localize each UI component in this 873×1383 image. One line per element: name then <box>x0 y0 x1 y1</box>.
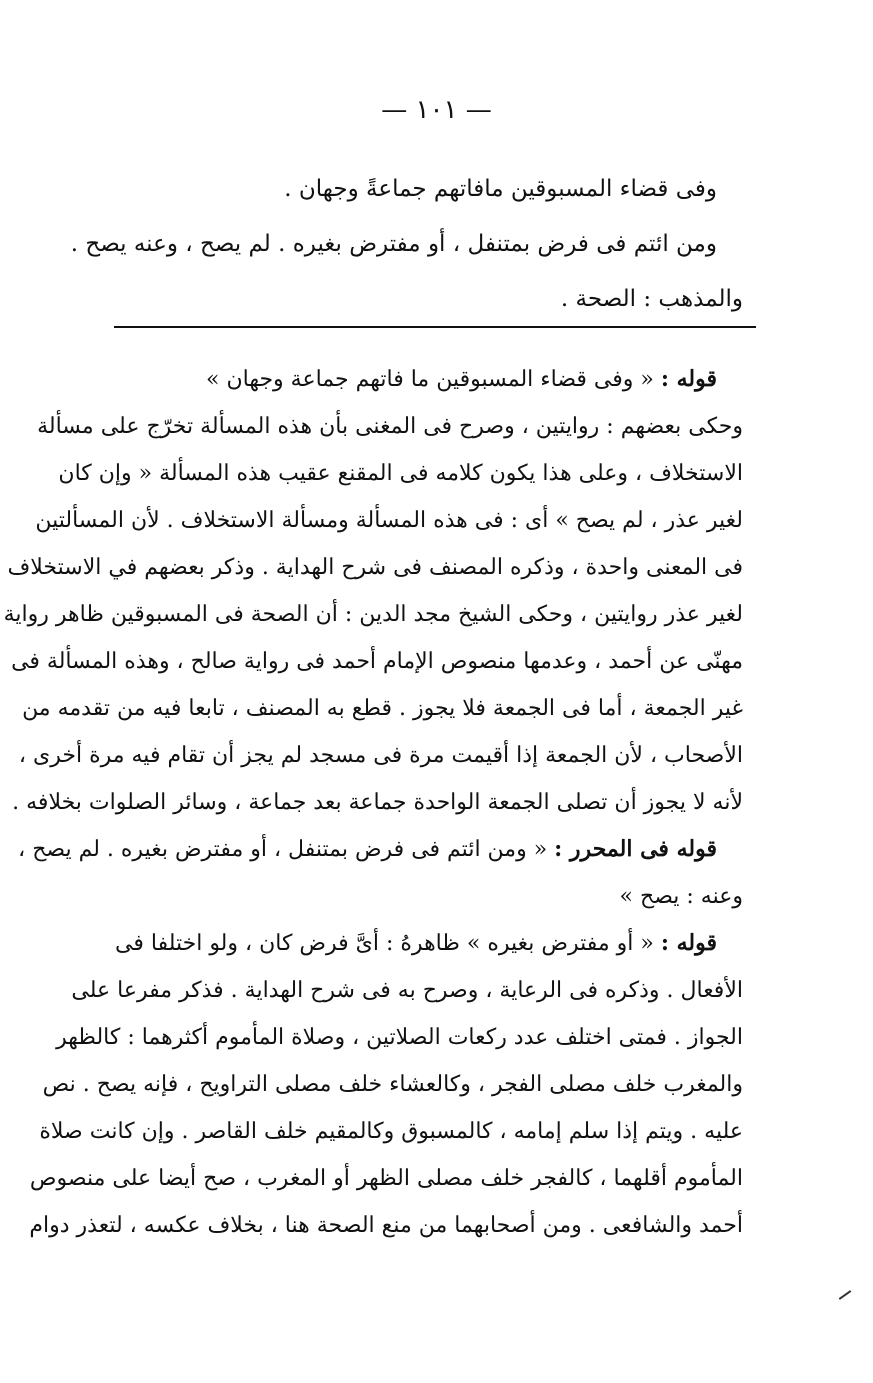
commentary-line <box>58 450 743 497</box>
commentary-line <box>35 497 743 544</box>
commentary-line <box>37 403 743 450</box>
commentary-line <box>56 1014 743 1061</box>
commentary-line-text: لأنه لا يجوز أن تصلى الجمعة الواحدة جماعة بعد جماعة ، وسائر الصلوات بخلافه . <box>12 790 743 815</box>
commentary-line-text: « ومن ائتم فى فرض بمتنفل ، أو مفترض بغيره . لم يصح ، <box>18 837 555 862</box>
commentary-text <box>3 356 743 1249</box>
commentary-line <box>42 1061 743 1108</box>
commentary-line <box>18 732 743 779</box>
commentary-lead: قوله فى المحرر : <box>554 836 717 862</box>
commentary-line-text: فى المعنى واحدة ، وذكره المصنف فى شرح الهداية . وذكر بعضهم في الاستخلاف <box>7 555 743 580</box>
main-text-line: وفى قضاء المسبوقين مافاتهم جماعةً وجهان . <box>284 176 717 202</box>
commentary-line <box>29 1202 743 1249</box>
commentary-line <box>115 920 743 967</box>
page-number: — ١٠١ — <box>381 95 492 125</box>
commentary-line <box>39 1108 743 1155</box>
commentary-line <box>18 826 743 873</box>
commentary-line-text: والمغرب خلف مصلى الفجر ، وكالعشاء خلف مصلى التراويح ، فإنه يصح . نص <box>42 1072 743 1097</box>
commentary-line <box>11 638 743 685</box>
commentary-line <box>71 967 743 1014</box>
commentary-line <box>7 544 743 591</box>
commentary-line-text: لغير عذر روايتين ، وحكى الشيخ مجد الدين : أن الصحة فى المسبوقين ظاهر رواية <box>3 602 743 627</box>
commentary-line-text: المأموم أقلهما ، كالفجر خلف مصلى الظهر أو المغرب ، صح أيضا على منصوص <box>29 1166 743 1191</box>
commentary-line-text: الأفعال . وذكره فى الرعاية ، وصرح به فى شرح الهداية . فذكر مفرعا على <box>71 978 743 1003</box>
commentary-line <box>22 685 743 732</box>
commentary-line-text: عليه . ويتم إذا سلم إمامه ، كالمسبوق وكالمقيم خلف القاصر . وإن كانت صلاة <box>39 1119 743 1144</box>
main-text-line: ومن ائتم فى فرض بمتنفل ، أو مفترض بغيره . لم يصح ، وعنه يصح . <box>70 231 717 257</box>
commentary-line-text: الجواز . فمتى اختلف عدد ركعات الصلاتين ، وصلاة المأموم أكثرهما : كالظهر <box>56 1025 743 1050</box>
main-text-line: والمذهب : الصحة . <box>560 286 743 312</box>
commentary-lead: قوله : <box>660 930 717 956</box>
main-text <box>70 162 743 327</box>
commentary-line-text: لغير عذر ، لم يصح » أى : فى هذه المسألة ومسألة الاستخلاف . لأن المسألتين <box>35 508 743 533</box>
commentary-line-text: « أو مفترض بغيره » ظاهرهُ : أىَّ فرض كان ، ولو اختلفا فى <box>115 931 661 956</box>
commentary-line-text: وحكى بعضهم : روايتين ، وصرح فى المغنى بأن هذه المسألة تخرّج على مسألة <box>37 414 743 439</box>
commentary-lead: قوله : <box>660 366 717 392</box>
margin-mark <box>839 1290 852 1300</box>
commentary-line <box>3 591 743 638</box>
commentary-line <box>118 356 743 403</box>
commentary-line <box>12 779 743 826</box>
commentary-line <box>29 1155 743 1202</box>
commentary-line-text: مهنّى عن أحمد ، وعدمها منصوص الإمام أحمد فى رواية صالح ، وهذه المسألة فى <box>11 649 743 674</box>
commentary-line-text: الاستخلاف ، وعلى هذا يكون كلامه فى المقنع عقيب هذه المسألة « وإن كان <box>58 461 743 486</box>
commentary-line-text: غير الجمعة ، أما فى الجمعة فلا يجوز . قطع به المصنف ، تابعا فيه من تقدمه من <box>22 696 743 721</box>
commentary-line-text: « وفى قضاء المسبوقين ما فاتهم جماعة وجهان » <box>206 367 661 392</box>
commentary-line-text: وعنه : يصح » <box>619 884 743 909</box>
footnote-divider <box>114 326 756 328</box>
commentary-line <box>118 873 743 920</box>
commentary-line-text: أحمد والشافعى . ومن أصحابهما من منع الصحة هنا ، بخلاف عكسه ، لتعذر دوام <box>29 1213 743 1238</box>
commentary-line-text: الأصحاب ، لأن الجمعة إذا أقيمت مرة فى مسجد لم يجز أن تقام فيه مرة أخرى ، <box>18 743 743 768</box>
